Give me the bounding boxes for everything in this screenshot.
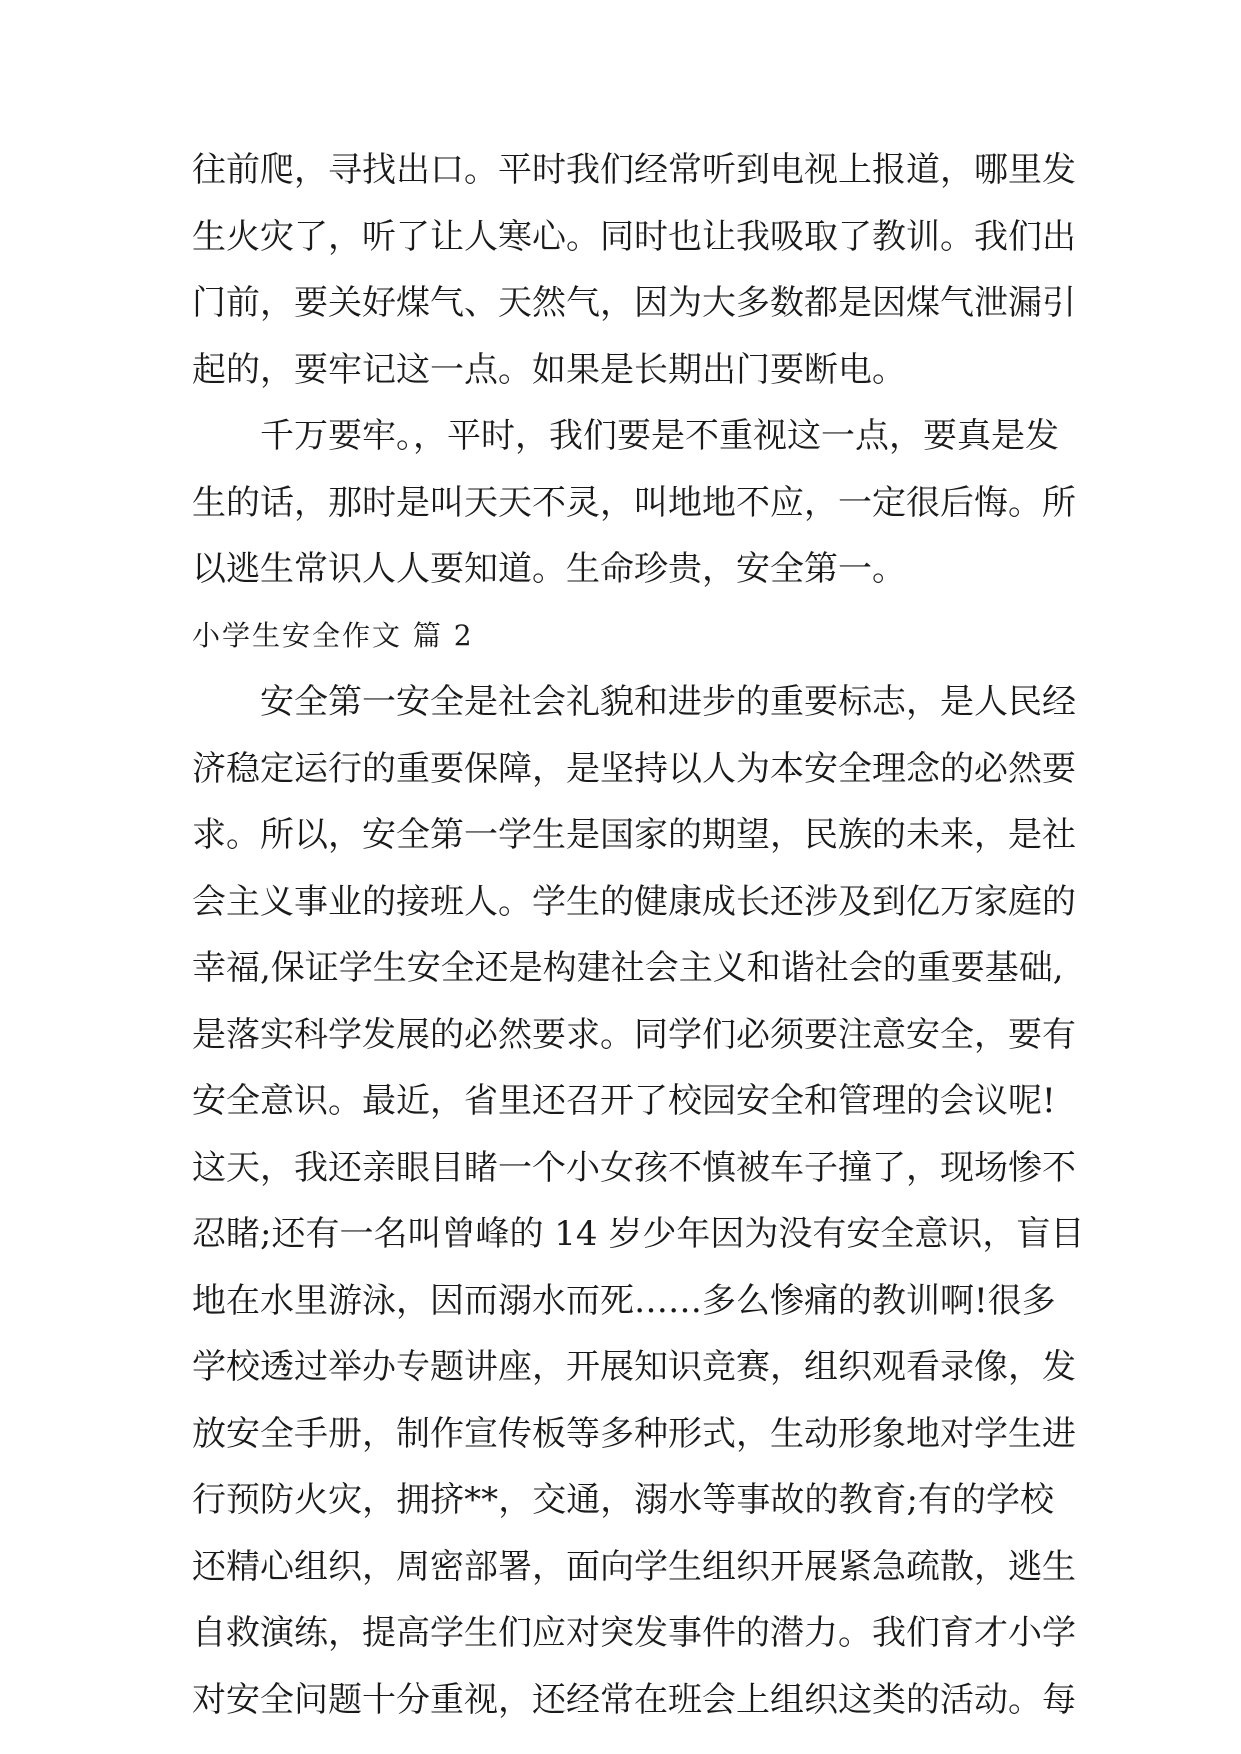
paragraph-2-line-3: 以逃生常识人人要知道。生命珍贵，安全第一。: [192, 549, 906, 589]
paragraph-3-line-11: 学校透过举办专题讲座，开展知识竞赛，组织观看录像，发: [192, 1347, 1076, 1387]
paragraph-3-line-6: 是落实科学发展的必然要求。同学们必须要注意安全，要有: [192, 1015, 1076, 1055]
paragraph-2-line-2: 生的话，那时是叫天天不灵，叫地地不应，一定很后悔。所: [192, 483, 1076, 523]
paragraph-3-line-3: 求。所以，安全第一学生是国家的期望，民族的未来，是社: [192, 815, 1076, 855]
paragraph-3-line-4: 会主义事业的接班人。学生的健康成长还涉及到亿万家庭的: [192, 882, 1076, 922]
paragraph-1-line-2: 生火灾了，听了让人寒心。同时也让我吸取了教训。我们出: [192, 217, 1076, 257]
paragraph-2-line-1: 千万要牢。，平时，我们要是不重视这一点，要真是发: [260, 416, 1059, 456]
paragraph-1-line-3: 门前，要关好煤气、天然气，因为大多数都是因煤气泄漏引: [192, 283, 1076, 323]
section-heading: 小学生安全作文 篇 2: [192, 619, 474, 652]
paragraph-3-line-14: 还精心组织，周密部署，面向学生组织开展紧急疏散，逃生: [192, 1547, 1076, 1587]
paragraph-3-line-9: 忍睹;还有一名叫曾峰的 14 岁少年因为没有安全意识，盲目: [192, 1214, 1085, 1254]
paragraph-3-line-15: 自救演练，提高学生们应对突发事件的潜力。我们育才小学: [192, 1613, 1076, 1653]
paragraph-3-line-13: 行预防火灾，拥挤**，交通，溺水等事故的教育;有的学校: [192, 1480, 1054, 1520]
paragraph-3-line-2: 济稳定运行的重要保障，是坚持以人为本安全理念的必然要: [192, 749, 1076, 789]
paragraph-3-line-16: 对安全问题十分重视，还经常在班会上组织这类的活动。每: [192, 1680, 1076, 1720]
paragraph-3-line-7: 安全意识。最近，省里还召开了校园安全和管理的会议呢!: [192, 1081, 1056, 1121]
paragraph-1-line-1: 往前爬，寻找出口。平时我们经常听到电视上报道，哪里发: [192, 150, 1076, 190]
paragraph-1-line-4: 起的，要牢记这一点。如果是长期出门要断电。: [192, 350, 906, 390]
paragraph-3-line-5: 幸福,保证学生安全还是构建社会主义和谐社会的重要基础,: [192, 948, 1064, 988]
paragraph-3-line-1: 安全第一安全是社会礼貌和进步的重要标志，是人民经: [260, 682, 1076, 722]
paragraph-3-line-10: 地在水里游泳，因而溺水而死……多么惨痛的教训啊!很多: [192, 1281, 1056, 1321]
paragraph-3-line-12: 放安全手册，制作宣传板等多种形式，生动形象地对学生进: [192, 1414, 1076, 1454]
paragraph-3-line-8: 这天，我还亲眼目睹一个小女孩不慎被车子撞了，现场惨不: [192, 1148, 1076, 1188]
